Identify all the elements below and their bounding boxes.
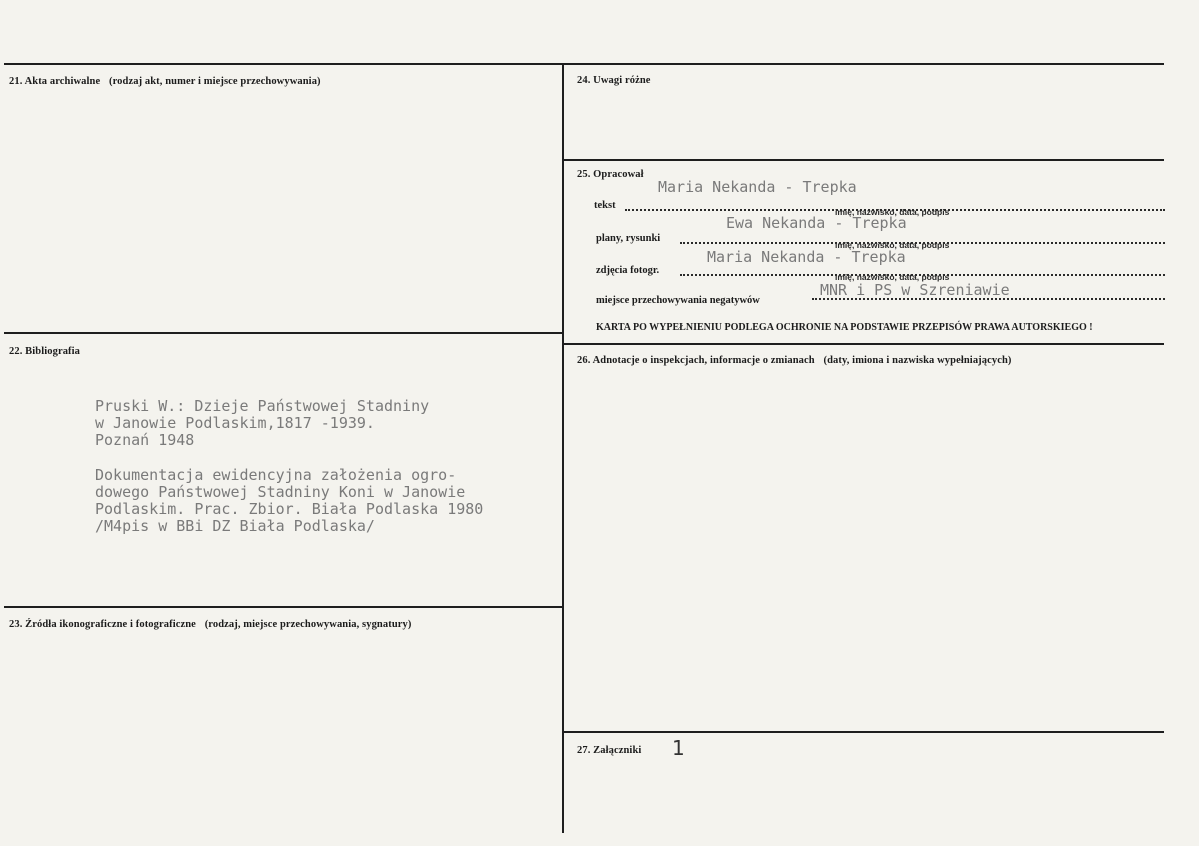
attachments-count: 1	[672, 736, 685, 760]
plany-hint: imię, nazwisko, data, podpis	[835, 240, 950, 250]
section-24-title: 24. Uwagi różne	[577, 75, 651, 86]
top-border	[4, 63, 1164, 65]
bibliography-line: /M4pis w BBi DZ Biała Podlaska/	[95, 517, 375, 535]
tekst-label: tekst	[594, 200, 616, 211]
bibliography-line: dowego Państwowej Stadniny Koni w Janowie	[95, 483, 466, 501]
section-21-subtitle: (rodzaj akt, numer i miejsce przechowywania)	[109, 76, 321, 87]
section-22-label	[9, 346, 80, 357]
zdjecia-value: Maria Nekanda - Trepka	[707, 248, 906, 266]
negatywy-value: MNR i PS w Szreniawie	[820, 281, 1010, 299]
copyright-notice: KARTA PO WYPEŁNIENIU PODLEGA OCHRONIE NA PODSTAWIE PRZEPISÓW PRAWA AUTORSKIEGO !	[596, 322, 1093, 333]
divider-21-22	[4, 332, 563, 334]
plany-label: plany, rysunki	[596, 233, 661, 244]
zdjecia-label: zdjęcia fotogr.	[596, 265, 660, 276]
section-24-label	[577, 75, 651, 86]
section-26-subtitle: (daty, imiona i nazwiska wypełniających)	[823, 355, 1012, 366]
bibliography-line: w Janowie Podlaskim,1817 -1939.	[95, 414, 375, 432]
section-21-title: 21. Akta archiwalne	[9, 76, 101, 87]
divider-26-27	[563, 731, 1164, 733]
section-23-title: 23. Źródła ikonograficzne i fotograficzne	[9, 619, 196, 630]
divider-25-26	[563, 343, 1164, 345]
section-21-label	[9, 76, 321, 87]
section-26-title: 26. Adnotacje o inspekcjach, informacje o zmianach	[577, 355, 815, 366]
zdjecia-hint: imię, nazwisko, data, podpis	[835, 272, 950, 282]
section-27-title: 27. Załączniki	[577, 745, 642, 756]
plany-value: Ewa Nekanda - Trepka	[726, 214, 907, 232]
center-divider	[562, 63, 564, 833]
bibliography-line: Pruski W.: Dzieje Państwowej Stadniny	[95, 397, 430, 415]
bibliography-line: Podlaskim. Prac. Zbior. Biała Podlaska 1980	[95, 500, 484, 518]
section-25-title: 25. Opracował	[577, 169, 644, 180]
negatywy-dotted-line	[812, 298, 1165, 300]
section-27-label	[577, 745, 641, 756]
tekst-value: Maria Nekanda - Trepka	[658, 178, 857, 196]
section-22-title: 22. Bibliografia	[9, 346, 81, 357]
bibliography-line: Dokumentacja ewidencyjna założenia ogro-	[95, 466, 457, 484]
divider-24-25	[563, 159, 1164, 161]
negatywy-label: miejsce przechowywania negatywów	[596, 295, 760, 306]
tekst-hint: imię, nazwisko, data, podpis	[835, 207, 950, 217]
divider-22-23	[4, 606, 563, 608]
section-23-subtitle: (rodzaj, miejsce przechowywania, sygnatury)	[204, 619, 412, 630]
section-26-label	[577, 355, 1012, 366]
section-25-label	[577, 169, 644, 180]
section-23-label	[9, 619, 411, 630]
bibliography-line: Poznań 1948	[95, 431, 195, 449]
